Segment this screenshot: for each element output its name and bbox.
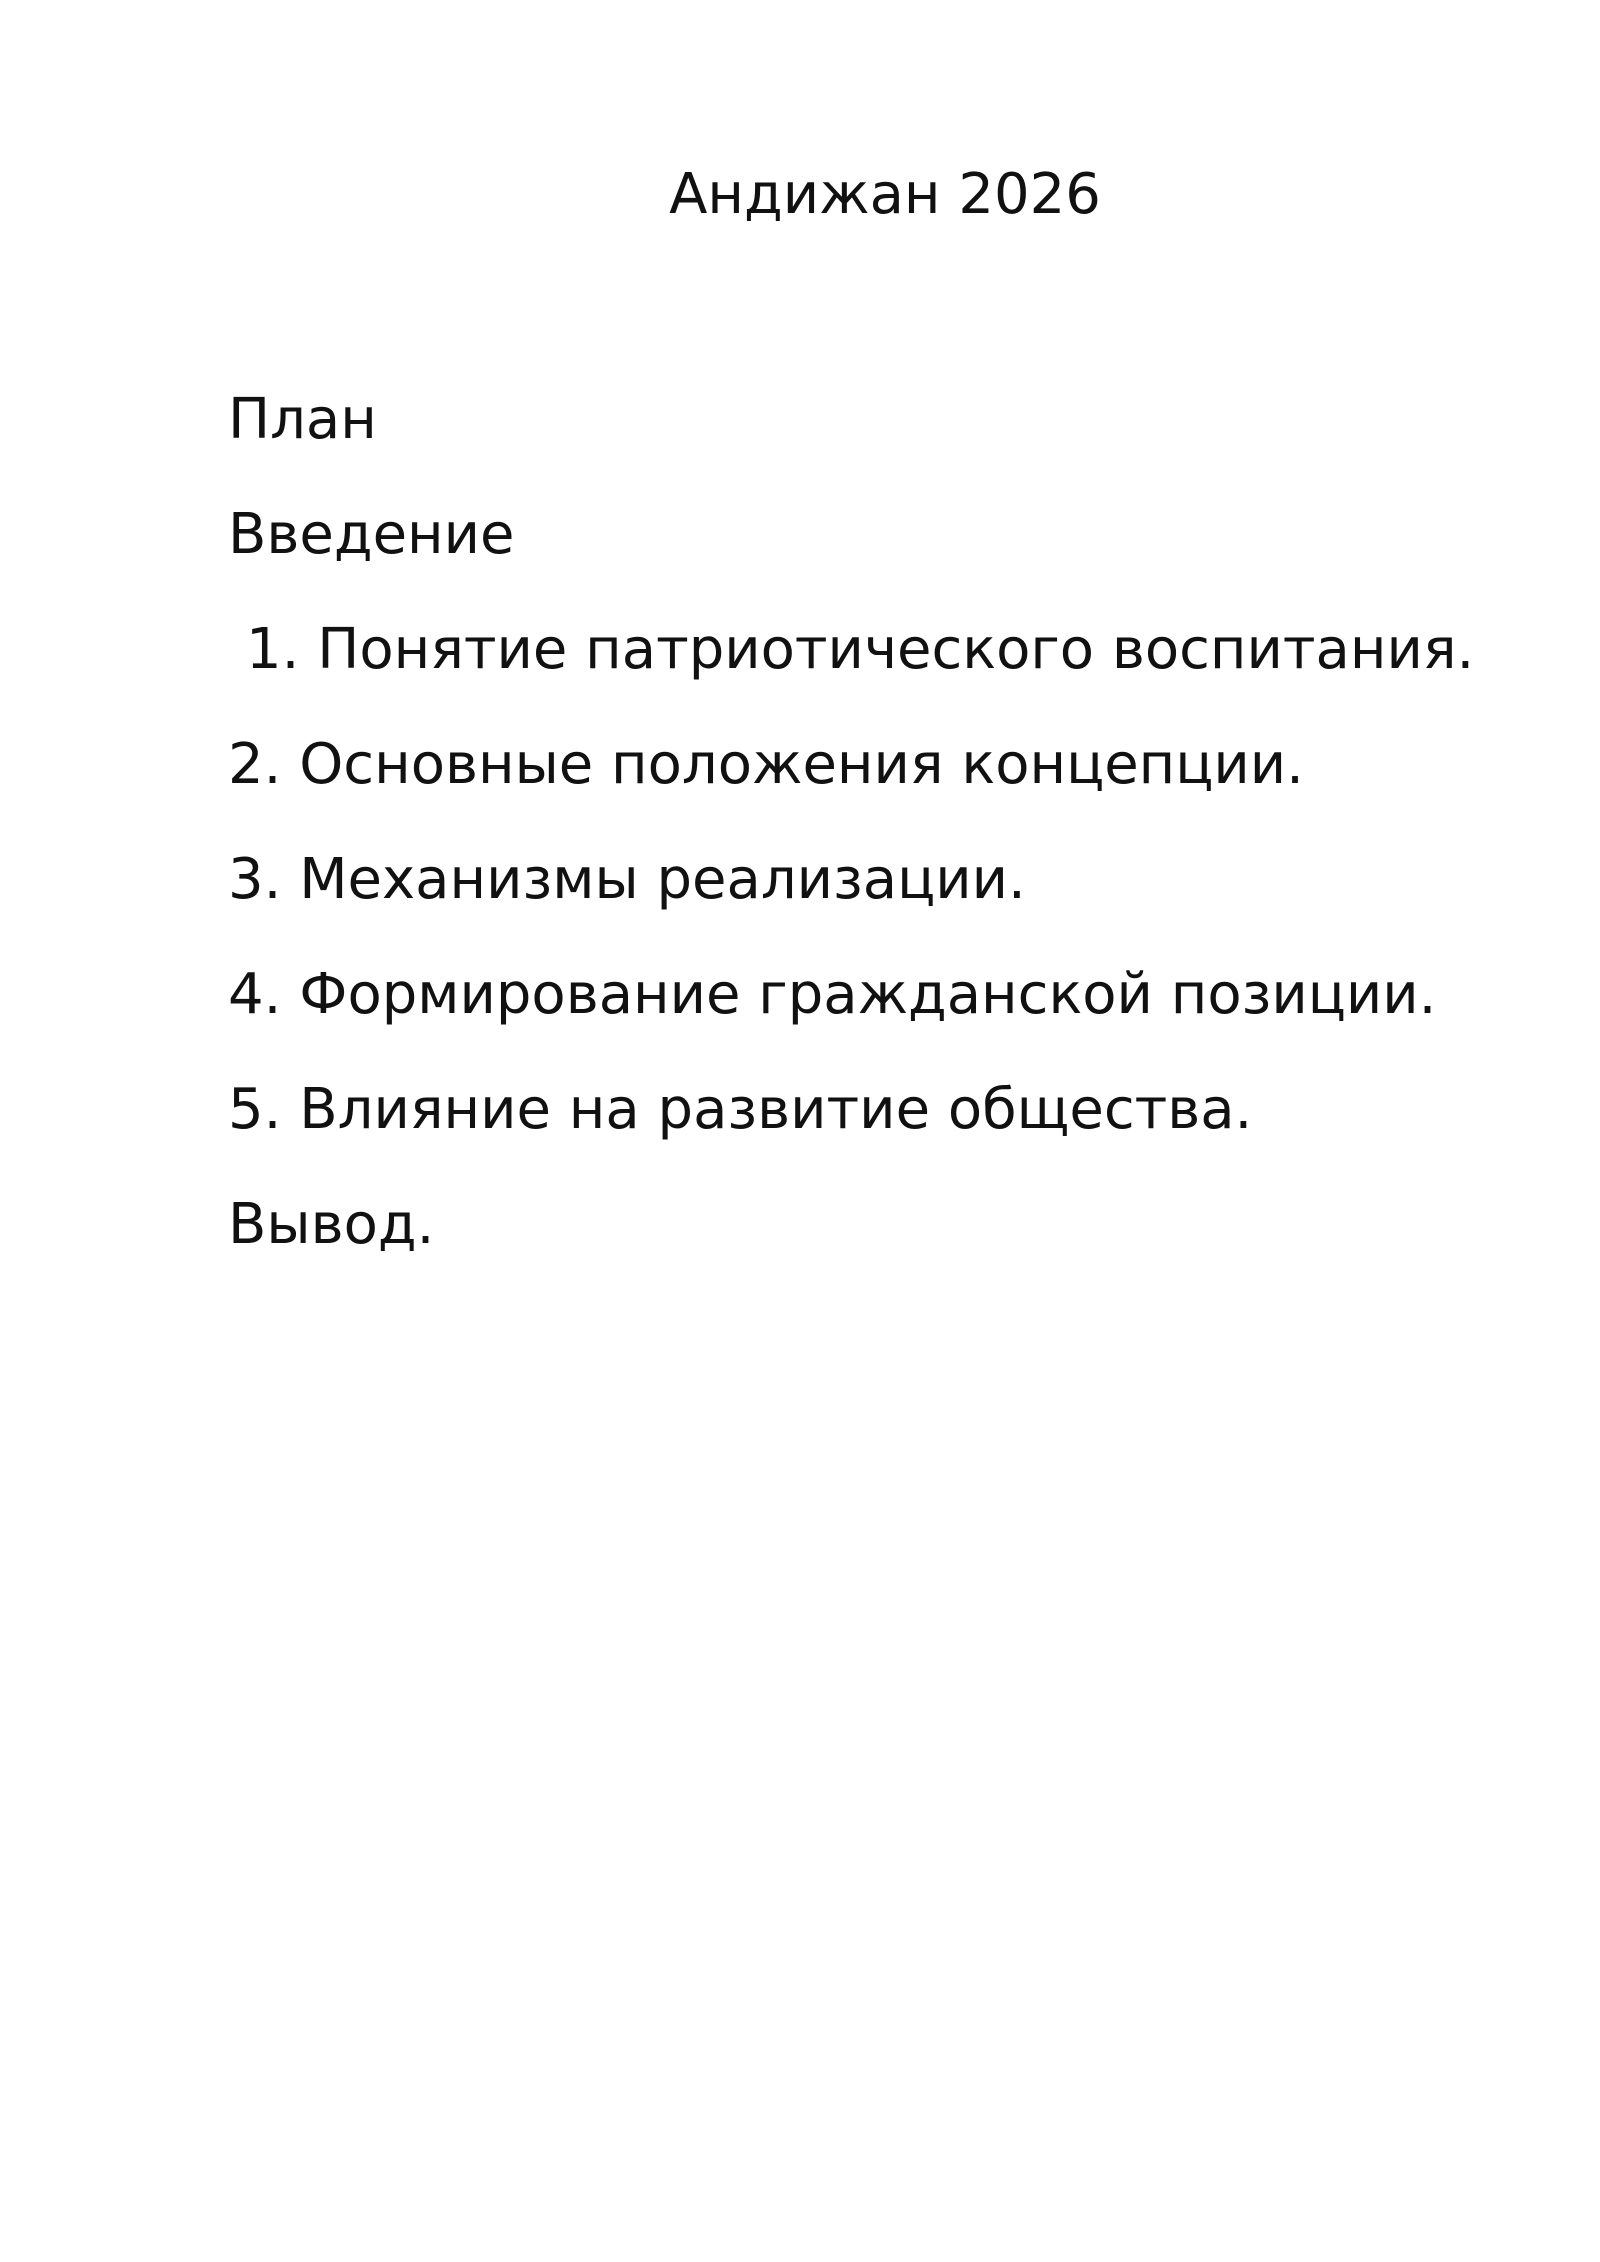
city-year-text: Андижан 2026 [669, 162, 1101, 227]
plan-title: План [228, 387, 377, 452]
intro-item: Введение [228, 502, 515, 567]
city-year-heading [0, 160, 1600, 230]
plan-item-4: 4. Формирование гражданской позиции. [228, 962, 1437, 1027]
plan-item-3: 3. Механизмы реализации. [228, 847, 1026, 912]
conclusion-item: Вывод. [228, 1192, 435, 1257]
plan-item-1: 1. Понятие патриотического воспитания. [246, 617, 1475, 682]
plan-item-5: 5. Влияние на развитие общества. [228, 1077, 1253, 1142]
plan-section [228, 385, 1568, 1305]
plan-item-2: 2. Основные положения концепции. [228, 732, 1304, 797]
